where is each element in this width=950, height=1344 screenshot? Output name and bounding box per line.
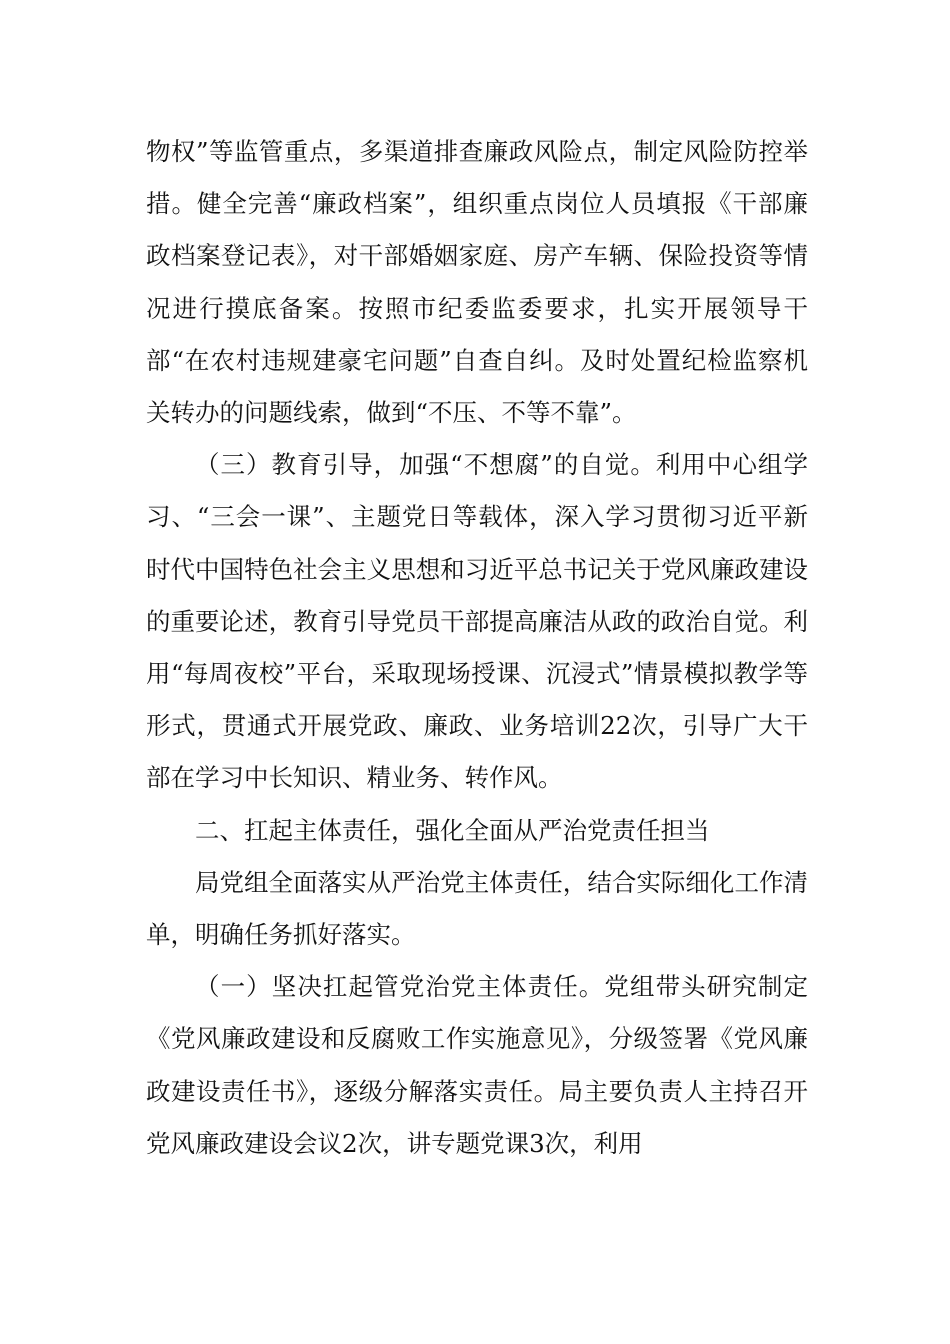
paragraph-education-guidance: （三）教育引导，加强“不想腐”的自觉。利用中心组学习、“三会一课”、主题党日等载体，深入学习贯彻习近平新时代中国特色社会主义思想和习近平总书记关于党风廉政建设的重要论述，教育引导党员干部提高廉洁从政的政治自觉。利用“每周夜校”平台，采取现场授课、沉浸式”情景模拟教学等形式，贯通式开展党政、廉政、业务培训22次，引导广大干部在学习中长知识、精业务、转作风。 bbox=[146, 450, 808, 793]
paragraph-main-responsibility-detail: （一）坚决扛起管党治党主体责任。党组带头研究制定《党风廉政建设和反腐败工作实施意见》，分级签署《党风廉政建设责任书》，逐级分解落实责任。局主要负责人主持召开党风廉政建设会议2次，讲专题党课3次，利用 bbox=[146, 972, 808, 1158]
document-body bbox=[146, 126, 808, 1170]
paragraph-risk-control: 物权”等监管重点，多渠道排查廉政风险点，制定风险防控举措。健全完善“廉政档案”，组织重点岗位人员填报《干部廉政档案登记表》，对干部婚姻家庭、房产车辆、保险投资等情况进行摸底备案。按照市纪委监委要求，扎实开展领导干部“在农村违规建豪宅问题”自查自纠。及时处置纪检监察机关转办的问题线索，做到“不压、不等不靠”。 bbox=[146, 137, 808, 428]
paragraph-party-group-overview: 局党组全面落实从严治党主体责任，结合实际细化工作清单，明确任务抓好落实。 bbox=[146, 867, 808, 950]
section-heading-main-responsibility: 二、扛起主体责任，强化全面从严治党责任担当 bbox=[195, 815, 710, 845]
